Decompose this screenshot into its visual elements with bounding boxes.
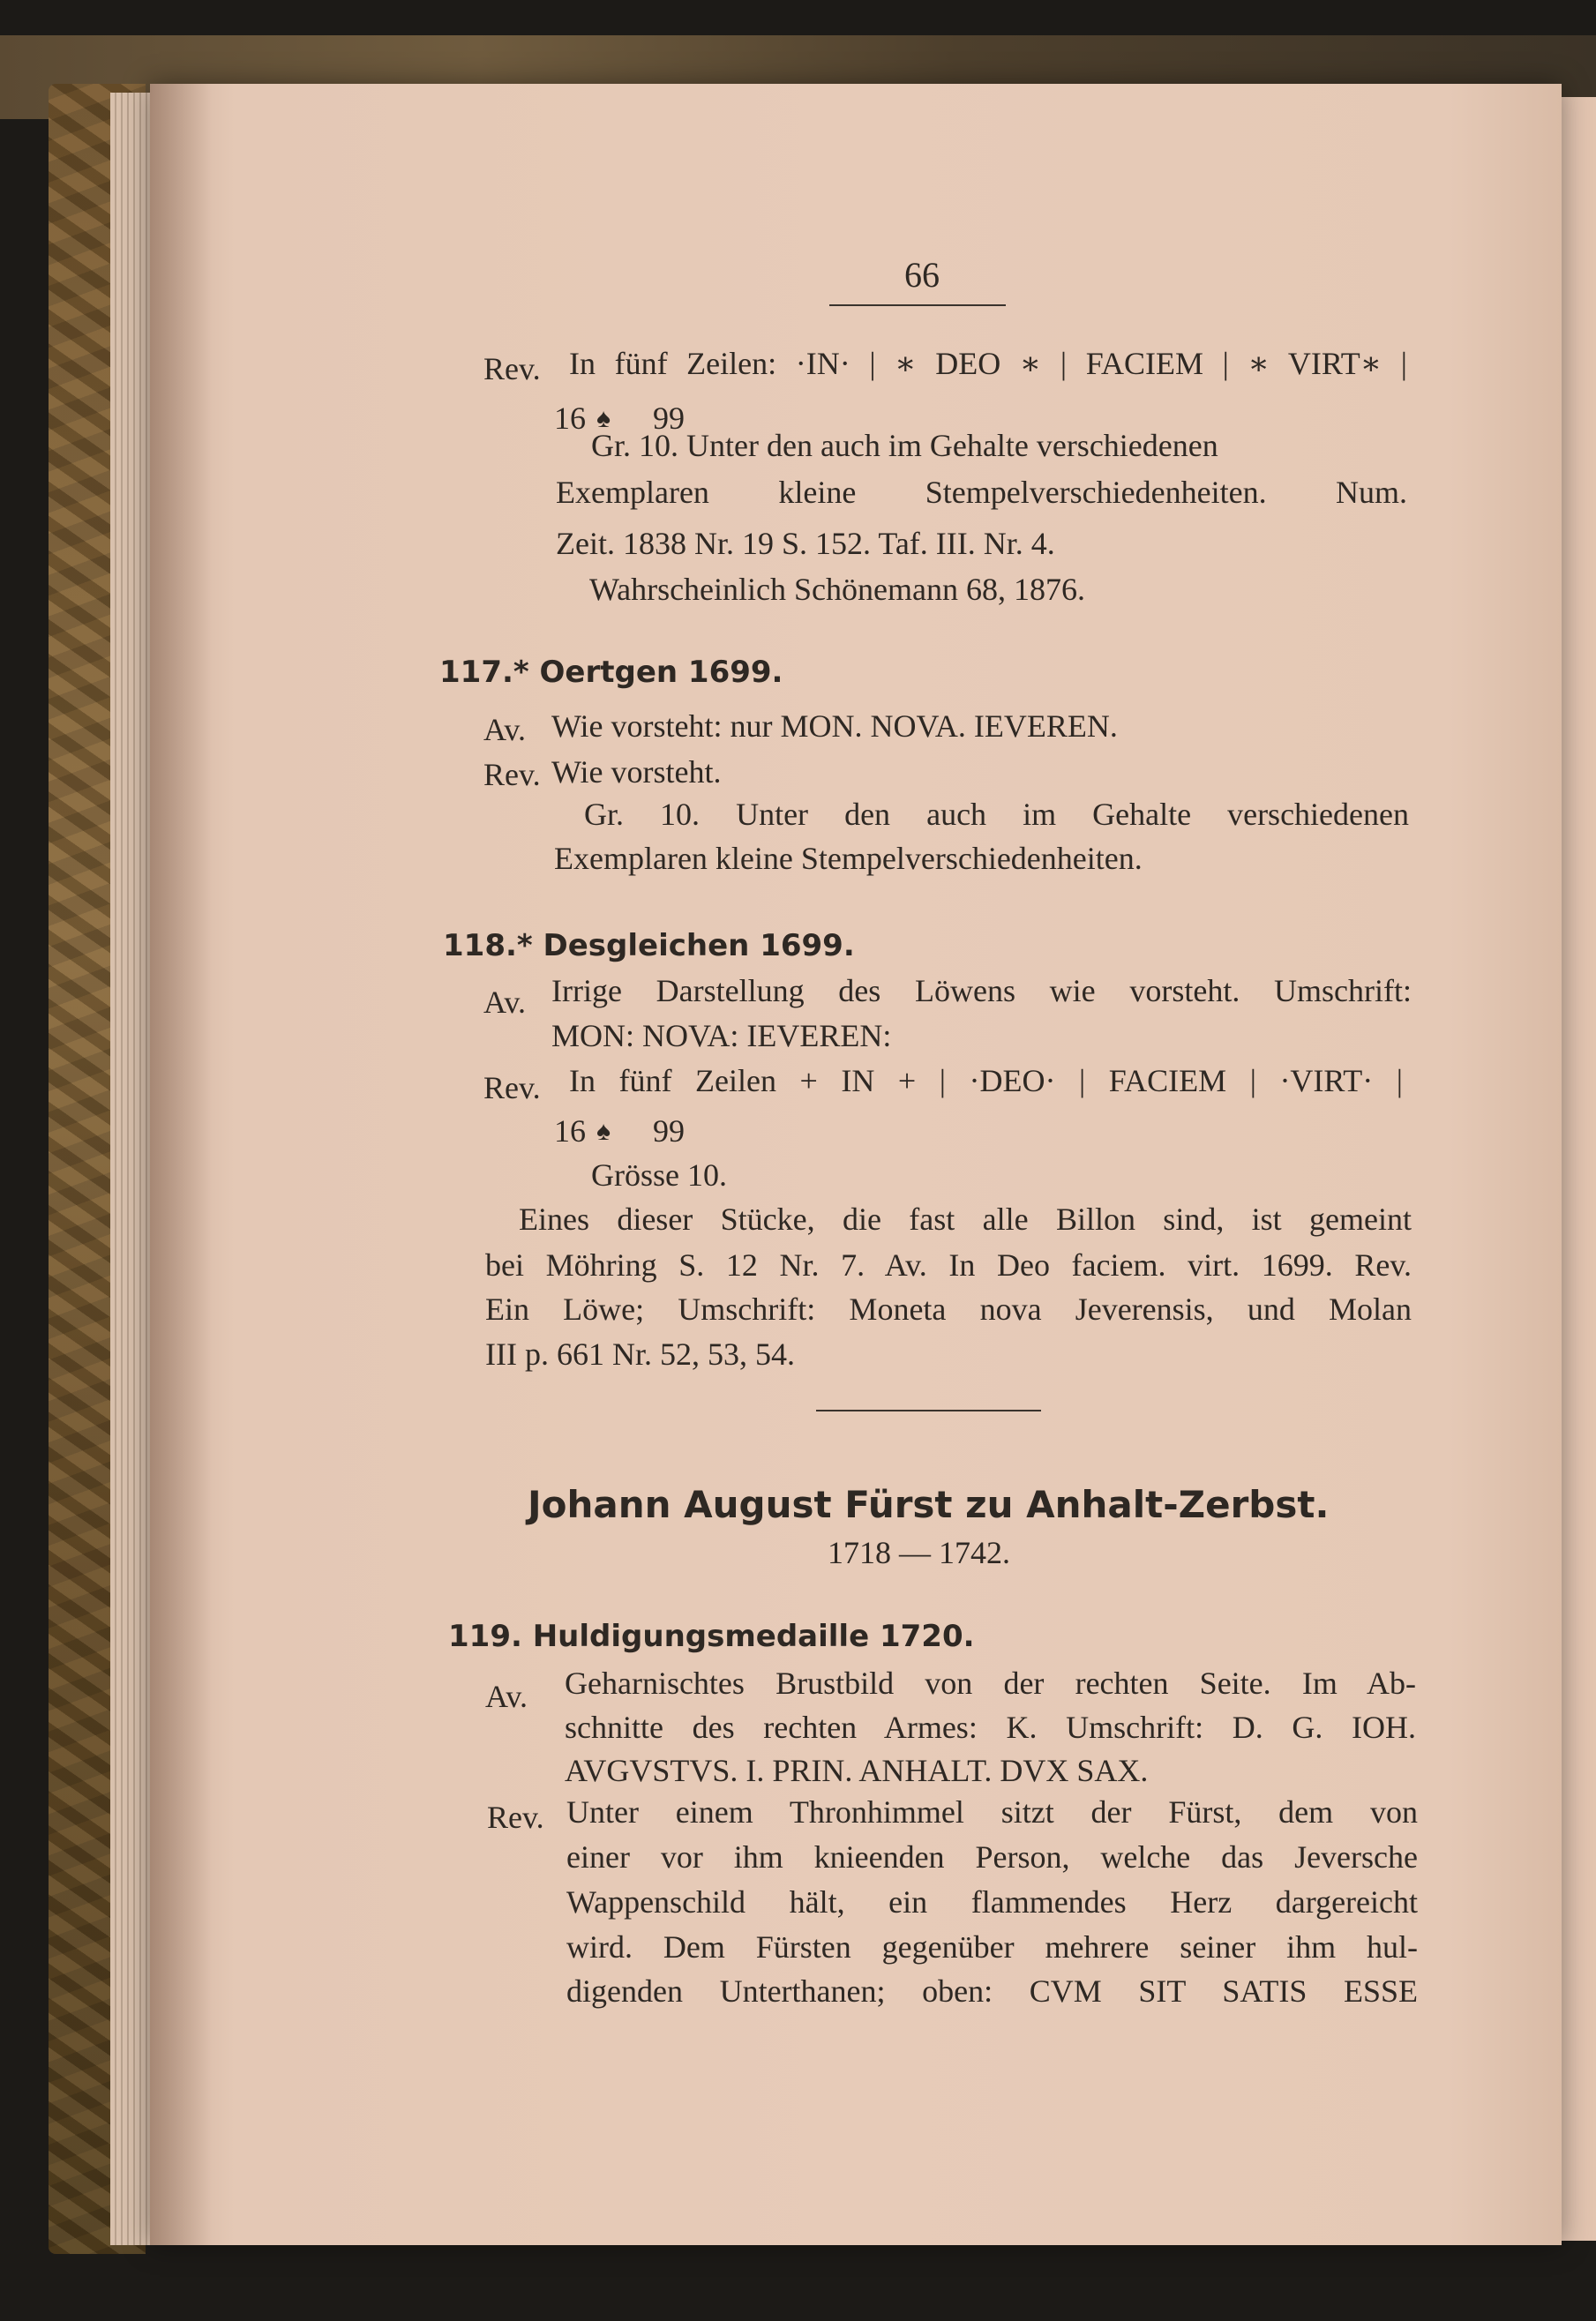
av-label: Av. bbox=[483, 712, 526, 747]
av-text: AVGVSTVS. I. PRIN. ANHALT. DVX SAX. bbox=[565, 1753, 1149, 1788]
year-right: 99 bbox=[653, 401, 685, 436]
av-text: MON: NOVA: IEVEREN: bbox=[551, 1018, 892, 1053]
year-left: 16 bbox=[554, 401, 586, 436]
page-number-rule bbox=[829, 304, 1006, 306]
rev-label: Rev. bbox=[483, 757, 541, 792]
note-line: Wahrscheinlich Schönemann 68, 1876. bbox=[589, 572, 1085, 607]
section-title: Johann August Fürst zu Anhalt-Zerbst. bbox=[528, 1483, 1330, 1526]
note-line: Zeit. 1838 Nr. 19 S. 152. Taf. III. Nr. 4. bbox=[556, 526, 1055, 561]
rev-text: Wappenschild hält, ein flammendes Herz dargereicht bbox=[566, 1884, 1418, 1920]
rev-text: Wie vorsteht. bbox=[551, 754, 722, 790]
entry-heading: 118.* Desgleichen 1699. bbox=[443, 928, 855, 963]
av-label: Av. bbox=[483, 985, 526, 1020]
section-divider bbox=[816, 1410, 1041, 1411]
size-note: Gr. 10. Unter den auch im Gehalte verschiedenen bbox=[584, 797, 1409, 832]
book-page bbox=[150, 84, 1562, 2245]
av-label: Av. bbox=[485, 1679, 528, 1714]
rev-label: Rev. bbox=[483, 1070, 541, 1105]
paragraph-line: bei Möhring S. 12 Nr. 7. Av. In Deo faciem. virt. 1699. Rev. bbox=[485, 1247, 1412, 1283]
av-text: Wie vorsteht: nur MON. NOVA. IEVEREN. bbox=[551, 708, 1118, 744]
note-line: Exemplaren kleine Stempelverschiedenheiten. Num. bbox=[556, 475, 1407, 510]
year-right: 99 bbox=[653, 1113, 685, 1149]
av-text: Irrige Darstellung des Löwens wie vorsteht. Umschrift: bbox=[551, 973, 1412, 1008]
rev-inscription: In fünf Zeilen: ·IN· | ∗ DEO ∗ | FACIEM | ∗ VIRT∗ | bbox=[569, 346, 1407, 381]
rev-text: wird. Dem Fürsten gegenüber mehrere seiner ihm hul- bbox=[566, 1929, 1418, 1965]
note-line: Exemplaren kleine Stempelverschiedenheiten. bbox=[554, 841, 1143, 876]
crest-icon: ♠ bbox=[596, 1117, 611, 1146]
paragraph-line: Eines dieser Stücke, die fast alle Billon sind, ist gemeint bbox=[519, 1202, 1412, 1237]
rev-text: Unter einem Thronhimmel sitzt der Fürst, dem von bbox=[566, 1794, 1418, 1830]
paragraph-line: Ein Löwe; Umschrift: Moneta nova Jeverensis, und Molan bbox=[485, 1292, 1412, 1327]
av-text: Geharnischtes Brustbild von der rechten Seite. Im Ab- bbox=[565, 1666, 1416, 1701]
av-text: schnitte des rechten Armes: K. Umschrift: D. G. IOH. bbox=[565, 1710, 1416, 1745]
page-number: 66 bbox=[904, 255, 940, 295]
paragraph-line: III p. 661 Nr. 52, 53, 54. bbox=[485, 1336, 795, 1372]
section-years: 1718 — 1742. bbox=[828, 1535, 1010, 1570]
crest-icon: ♠ bbox=[596, 404, 611, 433]
rev-text: einer vor ihm knieenden Person, welche das Jeversche bbox=[566, 1839, 1418, 1875]
gutter-shadow bbox=[150, 84, 212, 2245]
rev-label: Rev. bbox=[487, 1800, 544, 1835]
rev-label: Rev. bbox=[483, 351, 541, 386]
entry-heading: 119. Huldigungsmedaille 1720. bbox=[448, 1619, 975, 1654]
size-note: Grösse 10. bbox=[591, 1157, 727, 1193]
rev-text: digenden Unterthanen; oben: CVM SIT SATIS ESSE bbox=[566, 1973, 1418, 2009]
year-left: 16 bbox=[554, 1113, 586, 1149]
size-note: Gr. 10. Unter den auch im Gehalte verschiedenen bbox=[591, 428, 1218, 463]
entry-heading: 117.* Oertgen 1699. bbox=[439, 655, 783, 690]
rev-inscription: In fünf Zeilen + IN + | ·DEO· | FACIEM | ·VIRT· | bbox=[569, 1063, 1403, 1098]
